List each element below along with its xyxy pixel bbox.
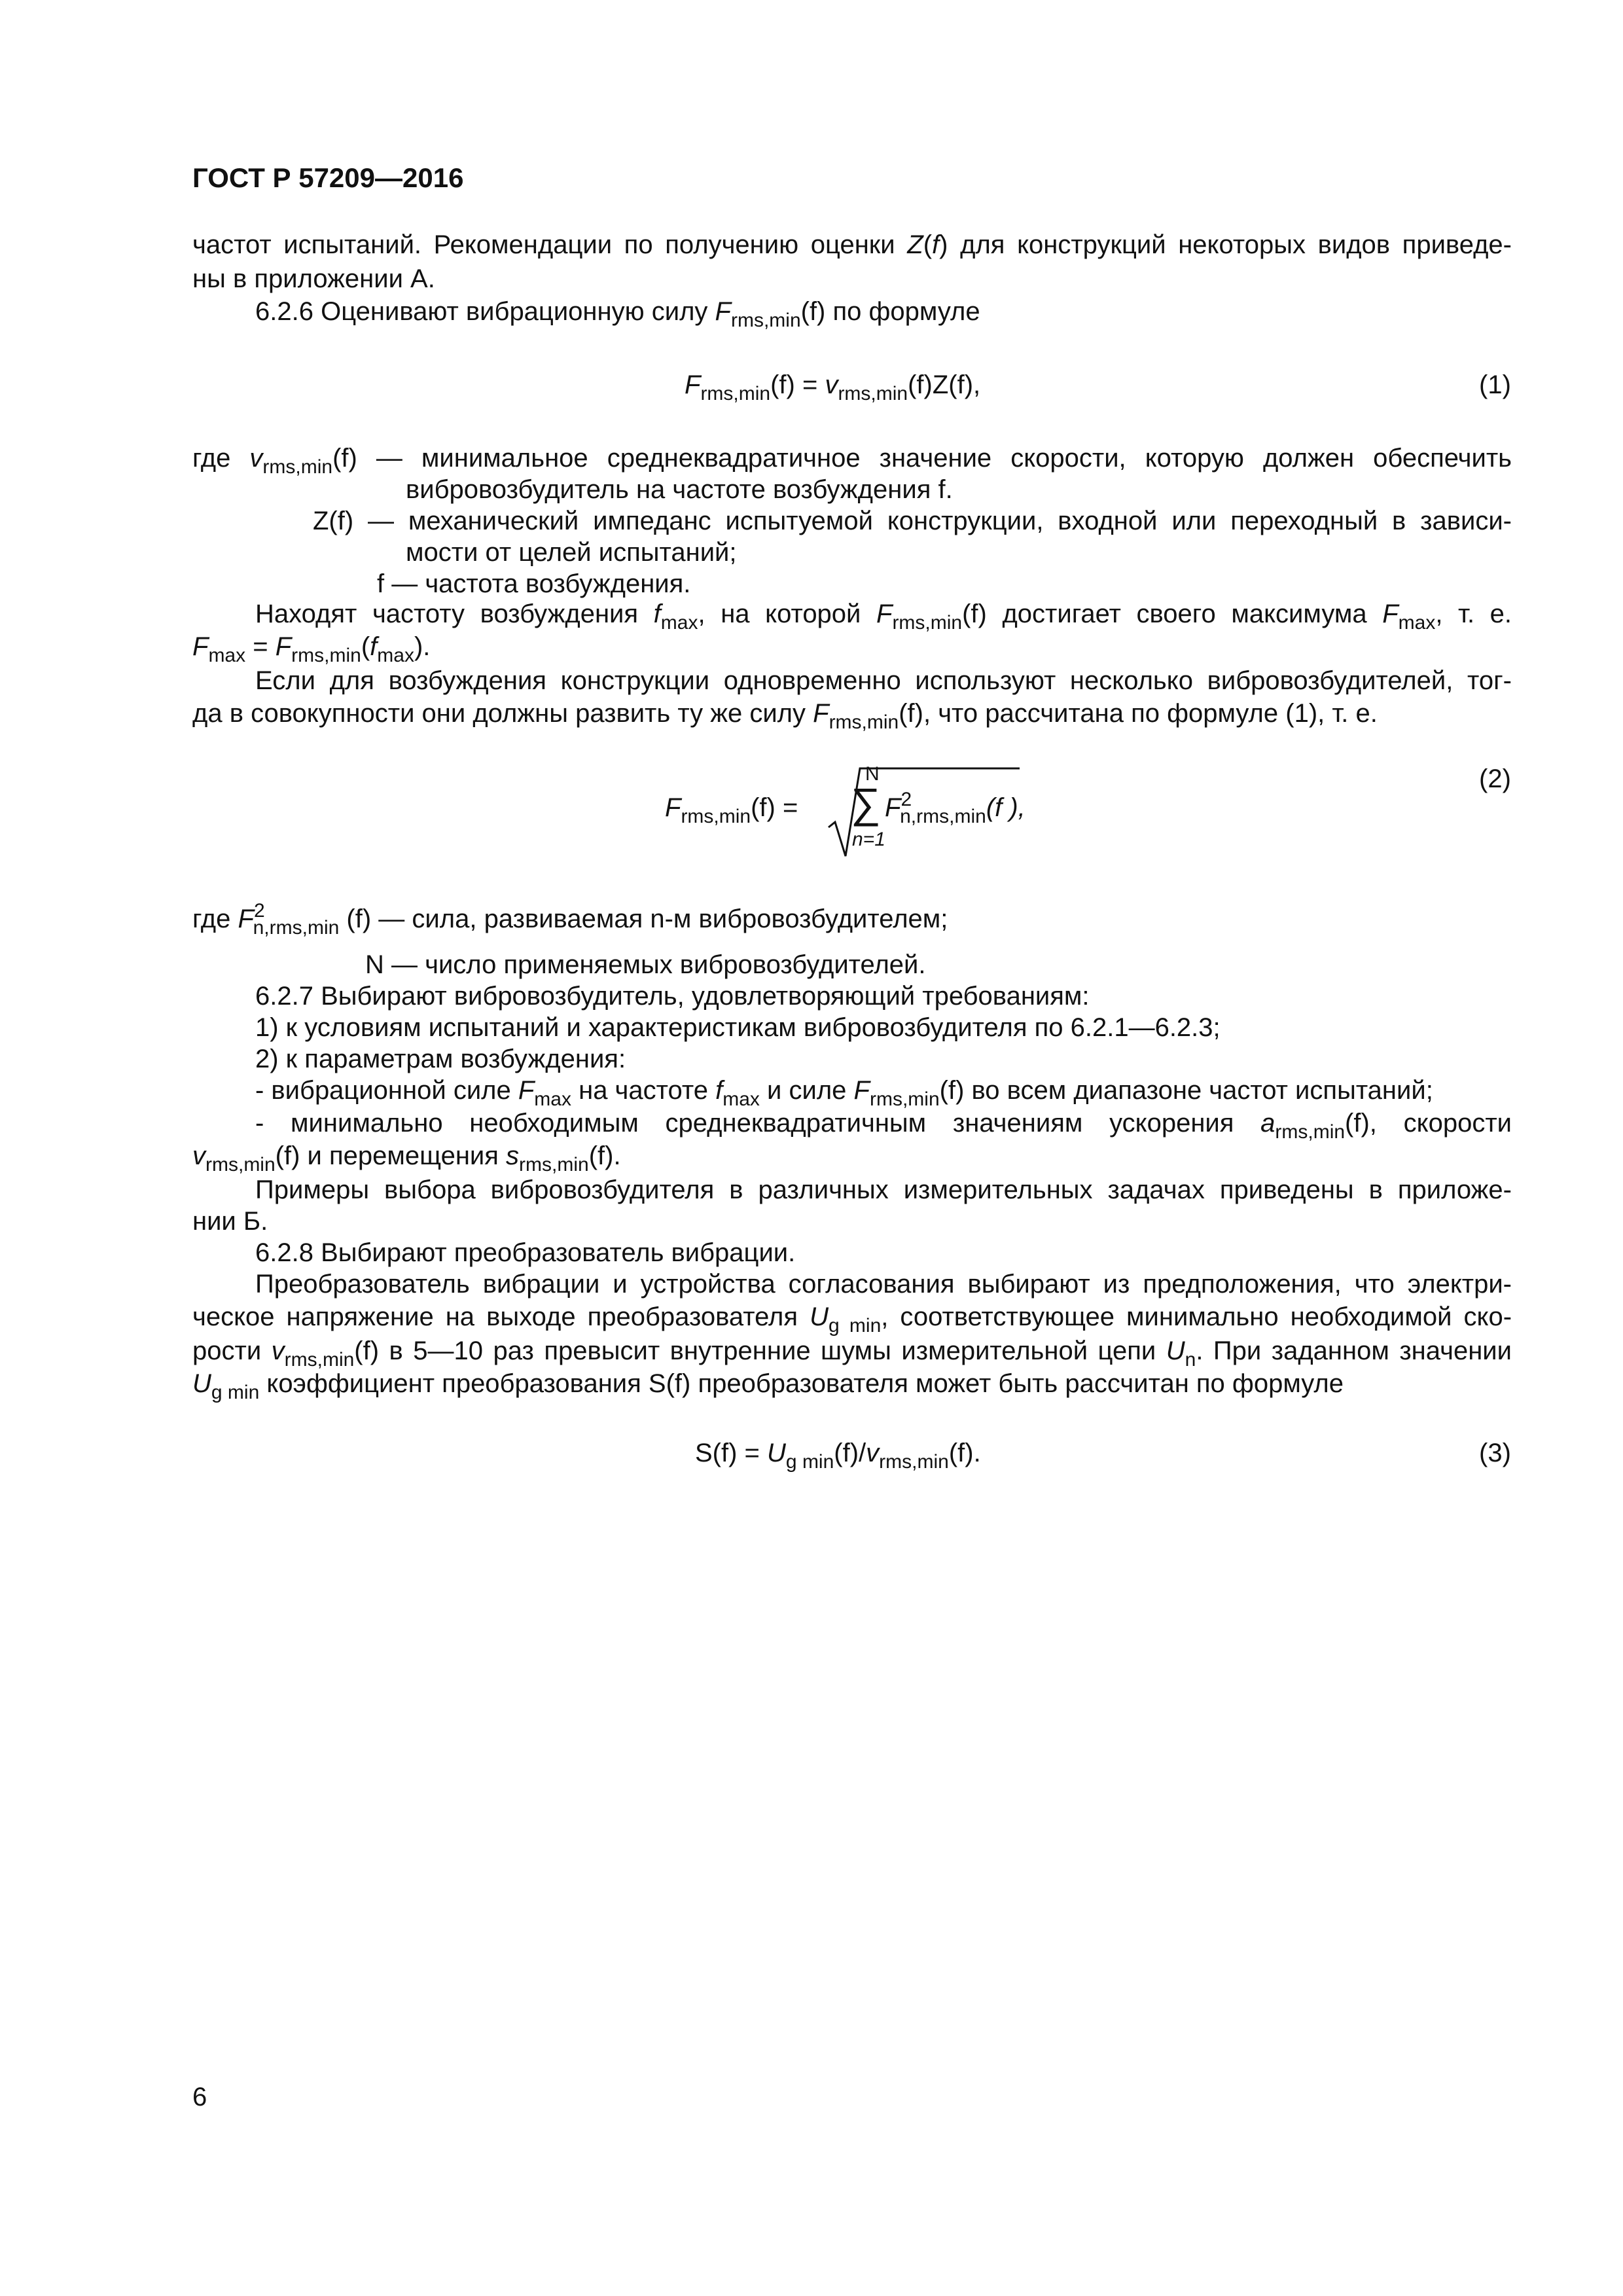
- where-v-line-2: вибровозбудитель на частоте возбуждения f.: [406, 475, 953, 504]
- page-number: 6: [192, 2083, 207, 2111]
- requirement-motion-line-1: - минимально необходимым среднеквадратичным значениям ускорения $a_{rms,min}(f)$, скорости: [255, 1109, 1512, 1143]
- where-f-line: f — частота возбуждения.: [377, 569, 691, 598]
- document-header: ГОСТ Р 57209—2016: [192, 162, 464, 193]
- intro-line-2: ны в приложении А.: [192, 264, 435, 293]
- clause-6-2-7: 6.2.7 Выбирают вибровозбудитель, удовлетворяющий требованиям:: [255, 982, 1090, 1011]
- sum-lower-limit: n=1: [852, 829, 885, 850]
- examples-line-2: нии Б.: [192, 1207, 268, 1236]
- equation-2-lhs: $F_{rms,min}(f)$ =: [665, 793, 798, 827]
- requirement-motion-line-2: $v_{rms,min}(f)$ и перемещения $s_{rms,min}(f)$.: [192, 1141, 621, 1175]
- where-n-line: N — число применяемых вибровозбудителей.: [365, 950, 926, 979]
- clause-6-2-8: 6.2.8 Выбирают преобразователь вибрации.: [255, 1238, 796, 1267]
- multi-line-1: Если для возбуждения конструкции одновременно используют несколько вибровозбудителей, тог-: [255, 666, 1512, 695]
- sum-upper-limit: N: [865, 763, 880, 785]
- equation-1-number: (1): [1479, 370, 1511, 399]
- equation-3: $S(f) = U_{g min}(f)/v_{rms,min}(f)$.: [695, 1439, 981, 1473]
- where-z-line-1: Z(f) — механический импеданс испытуемой конструкции, входной или переходный в зависи-: [313, 507, 1512, 535]
- transducer-line-1: Преобразователь вибрации и устройства согласования выбирают из предположения, что электри-: [255, 1270, 1512, 1299]
- sum-term: $F^2_{n,rms,min}(f$ ),: [885, 789, 1026, 827]
- transducer-line-2: ческое напряжение на выходе преобразователя $U_{g min}$, соответствующее минимально необходимой ско-: [192, 1302, 1512, 1336]
- where-v-line-1: где $v_{rms,min}(f)$ — минимальное среднеквадратичное значение скорости, которую должен обеспечить: [192, 444, 1512, 478]
- fmax-line-2: $F_{max} = F_{rms,min}(f_{max})$.: [192, 632, 431, 666]
- requirement-2: 2) к параметрам возбуждения:: [255, 1045, 626, 1073]
- requirement-force: - вибрационной силе $F_{max}$ на частоте $f_{max}$ и силе $F_{rms,min}(f)$ во всем диапазоне частот испытаний;: [255, 1076, 1433, 1110]
- examples-line-1: Примеры выбора вибровозбудителя в различных измерительных задачах приведены в приложе-: [255, 1175, 1512, 1204]
- clause-6-2-6: 6.2.6 Оценивают вибрационную силу $F_{rms,min}(f)$ по формуле: [255, 297, 980, 331]
- where-fn-line: где $F^2_{n,rms,min}$ (f) — сила, развиваемая n-м вибровозбудителем;: [192, 900, 948, 939]
- where-z-line-2: мости от целей испытаний;: [406, 538, 737, 567]
- transducer-line-3: рости $v_{rms,min}(f)$ в 5—10 раз превысит внутренние шумы измерительной цепи $U_n$. При заданном значении: [192, 1336, 1512, 1371]
- requirement-1: 1) к условиям испытаний и характеристикам вибровозбудителя по 6.2.1—6.2.3;: [255, 1013, 1221, 1042]
- sum-symbol: ∑: [851, 780, 881, 827]
- intro-line-1: частот испытаний. Рекомендации по получению оценки Z(f) для конструкций некоторых видов приведе-: [192, 230, 1512, 259]
- equation-2-number: (2): [1479, 764, 1511, 793]
- equation-3-number: (3): [1479, 1439, 1511, 1467]
- multi-line-2: да в совокупности они должны развить ту же силу $F_{rms,min}(f)$, что рассчитана по формуле (1), т. е.: [192, 699, 1378, 733]
- fmax-line-1: Находят частоту возбуждения $f_{max}$, на которой $F_{rms,min}(f)$ достигает своего максимума $F_{max}$, т. е.: [255, 600, 1512, 634]
- transducer-line-4: $U_{g min}$ коэффициент преобразования S(f) преобразователя может быть рассчитан по формуле: [192, 1369, 1344, 1403]
- equation-1: $F_{rms,min}(f) = v_{rms,min}(f)Z(f)$,: [685, 370, 981, 404]
